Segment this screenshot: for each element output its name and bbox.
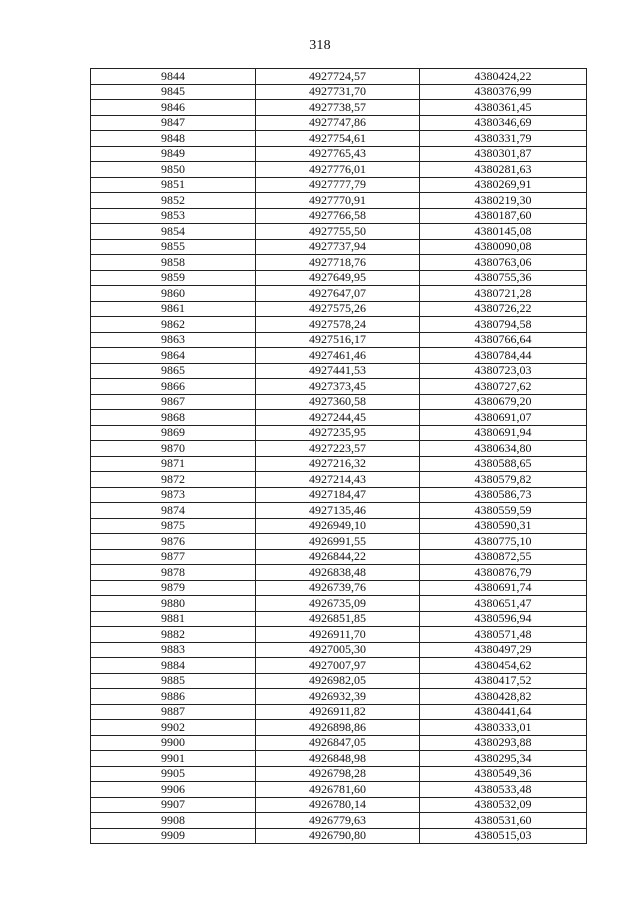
x-coordinate-cell: 4926848,98 xyxy=(256,751,420,767)
y-coordinate-cell: 4380876,79 xyxy=(420,565,587,581)
table-row xyxy=(91,828,587,844)
y-coordinate-cell: 4380376,99 xyxy=(420,84,587,100)
y-coordinate-cell: 4380417,52 xyxy=(420,673,587,689)
y-coordinate-cell: 4380679,20 xyxy=(420,394,587,410)
point-number-cell: 9887 xyxy=(91,704,256,720)
point-number-cell: 9864 xyxy=(91,348,256,364)
y-coordinate-cell: 4380723,03 xyxy=(420,363,587,379)
x-coordinate-cell: 4927724,57 xyxy=(256,69,420,85)
table-row xyxy=(91,131,587,147)
point-number-cell: 9886 xyxy=(91,689,256,705)
table-row xyxy=(91,456,587,472)
y-coordinate-cell: 4380596,94 xyxy=(420,611,587,627)
point-number-cell: 9879 xyxy=(91,580,256,596)
table-row xyxy=(91,751,587,767)
y-coordinate-cell: 4380454,62 xyxy=(420,658,587,674)
y-coordinate-cell: 4380766,64 xyxy=(420,332,587,348)
point-number-cell: 9850 xyxy=(91,162,256,178)
table-row xyxy=(91,580,587,596)
table-row xyxy=(91,658,587,674)
x-coordinate-cell: 4927747,86 xyxy=(256,115,420,131)
point-number-cell: 9849 xyxy=(91,146,256,162)
point-number-cell: 9873 xyxy=(91,487,256,503)
y-coordinate-cell: 4380333,01 xyxy=(420,720,587,736)
x-coordinate-cell: 4927737,94 xyxy=(256,239,420,255)
x-coordinate-cell: 4926790,80 xyxy=(256,828,420,844)
y-coordinate-cell: 4380559,59 xyxy=(420,503,587,519)
x-coordinate-cell: 4927765,43 xyxy=(256,146,420,162)
y-coordinate-cell: 4380428,82 xyxy=(420,689,587,705)
point-number-cell: 9885 xyxy=(91,673,256,689)
point-number-cell: 9853 xyxy=(91,208,256,224)
coordinates-table xyxy=(90,68,587,844)
point-number-cell: 9874 xyxy=(91,503,256,519)
table-row xyxy=(91,627,587,643)
point-number-cell: 9878 xyxy=(91,565,256,581)
table-row xyxy=(91,565,587,581)
point-number-cell: 9884 xyxy=(91,658,256,674)
point-number-cell: 9851 xyxy=(91,177,256,193)
point-number-cell: 9908 xyxy=(91,813,256,829)
table-row xyxy=(91,146,587,162)
y-coordinate-cell: 4380755,36 xyxy=(420,270,587,286)
x-coordinate-cell: 4927244,45 xyxy=(256,410,420,426)
table-row xyxy=(91,472,587,488)
table-row xyxy=(91,782,587,798)
x-coordinate-cell: 4927007,97 xyxy=(256,658,420,674)
x-coordinate-cell: 4927649,95 xyxy=(256,270,420,286)
point-number-cell: 9867 xyxy=(91,394,256,410)
point-number-cell: 9847 xyxy=(91,115,256,131)
y-coordinate-cell: 4380590,31 xyxy=(420,518,587,534)
table-row xyxy=(91,286,587,302)
y-coordinate-cell: 4380794,58 xyxy=(420,317,587,333)
x-coordinate-cell: 4927216,32 xyxy=(256,456,420,472)
y-coordinate-cell: 4380281,63 xyxy=(420,162,587,178)
point-number-cell: 9846 xyxy=(91,100,256,116)
x-coordinate-cell: 4927776,01 xyxy=(256,162,420,178)
point-number-cell: 9909 xyxy=(91,828,256,844)
x-coordinate-cell: 4926982,05 xyxy=(256,673,420,689)
x-coordinate-cell: 4926847,05 xyxy=(256,735,420,751)
table-row xyxy=(91,363,587,379)
y-coordinate-cell: 4380571,48 xyxy=(420,627,587,643)
y-coordinate-cell: 4380721,28 xyxy=(420,286,587,302)
table-row xyxy=(91,766,587,782)
x-coordinate-cell: 4927578,24 xyxy=(256,317,420,333)
x-coordinate-cell: 4926735,09 xyxy=(256,596,420,612)
table-row xyxy=(91,84,587,100)
x-coordinate-cell: 4926991,55 xyxy=(256,534,420,550)
y-coordinate-cell: 4380691,94 xyxy=(420,425,587,441)
point-number-cell: 9882 xyxy=(91,627,256,643)
table-row xyxy=(91,332,587,348)
x-coordinate-cell: 4926779,63 xyxy=(256,813,420,829)
x-coordinate-cell: 4927235,95 xyxy=(256,425,420,441)
point-number-cell: 9858 xyxy=(91,255,256,271)
point-number-cell: 9844 xyxy=(91,69,256,85)
x-coordinate-cell: 4927738,57 xyxy=(256,100,420,116)
table-row xyxy=(91,673,587,689)
x-coordinate-cell: 4927005,30 xyxy=(256,642,420,658)
x-coordinate-cell: 4926851,85 xyxy=(256,611,420,627)
point-number-cell: 9905 xyxy=(91,766,256,782)
table-row xyxy=(91,549,587,565)
point-number-cell: 9848 xyxy=(91,131,256,147)
table-row xyxy=(91,596,587,612)
table-row xyxy=(91,100,587,116)
x-coordinate-cell: 4926898,86 xyxy=(256,720,420,736)
x-coordinate-cell: 4926781,60 xyxy=(256,782,420,798)
point-number-cell: 9902 xyxy=(91,720,256,736)
table-row xyxy=(91,208,587,224)
table-row xyxy=(91,735,587,751)
point-number-cell: 9877 xyxy=(91,549,256,565)
y-coordinate-cell: 4380424,22 xyxy=(420,69,587,85)
table-row xyxy=(91,813,587,829)
table-row xyxy=(91,177,587,193)
y-coordinate-cell: 4380269,91 xyxy=(420,177,587,193)
table-row xyxy=(91,193,587,209)
table-row xyxy=(91,611,587,627)
x-coordinate-cell: 4927516,17 xyxy=(256,332,420,348)
y-coordinate-cell: 4380586,73 xyxy=(420,487,587,503)
y-coordinate-cell: 4380691,07 xyxy=(420,410,587,426)
y-coordinate-cell: 4380497,29 xyxy=(420,642,587,658)
x-coordinate-cell: 4927718,76 xyxy=(256,255,420,271)
y-coordinate-cell: 4380691,74 xyxy=(420,580,587,596)
point-number-cell: 9866 xyxy=(91,379,256,395)
y-coordinate-cell: 4380531,60 xyxy=(420,813,587,829)
point-number-cell: 9854 xyxy=(91,224,256,240)
y-coordinate-cell: 4380784,44 xyxy=(420,348,587,364)
point-number-cell: 9862 xyxy=(91,317,256,333)
table-row xyxy=(91,720,587,736)
table-row xyxy=(91,410,587,426)
point-number-cell: 9869 xyxy=(91,425,256,441)
y-coordinate-cell: 4380532,09 xyxy=(420,797,587,813)
x-coordinate-cell: 4926949,10 xyxy=(256,518,420,534)
point-number-cell: 9868 xyxy=(91,410,256,426)
y-coordinate-cell: 4380872,55 xyxy=(420,549,587,565)
x-coordinate-cell: 4927360,58 xyxy=(256,394,420,410)
table-row xyxy=(91,239,587,255)
point-number-cell: 9876 xyxy=(91,534,256,550)
table-row xyxy=(91,317,587,333)
y-coordinate-cell: 4380145,08 xyxy=(420,224,587,240)
table-row xyxy=(91,689,587,705)
y-coordinate-cell: 4380346,69 xyxy=(420,115,587,131)
point-number-cell: 9855 xyxy=(91,239,256,255)
table-row xyxy=(91,704,587,720)
table-row xyxy=(91,224,587,240)
x-coordinate-cell: 4927647,07 xyxy=(256,286,420,302)
y-coordinate-cell: 4380775,10 xyxy=(420,534,587,550)
y-coordinate-cell: 4380651,47 xyxy=(420,596,587,612)
table-row xyxy=(91,518,587,534)
x-coordinate-cell: 4927777,79 xyxy=(256,177,420,193)
y-coordinate-cell: 4380331,79 xyxy=(420,131,587,147)
y-coordinate-cell: 4380515,03 xyxy=(420,828,587,844)
x-coordinate-cell: 4927755,50 xyxy=(256,224,420,240)
x-coordinate-cell: 4927731,70 xyxy=(256,84,420,100)
coordinates-table-body xyxy=(91,69,587,844)
y-coordinate-cell: 4380549,36 xyxy=(420,766,587,782)
point-number-cell: 9870 xyxy=(91,441,256,457)
x-coordinate-cell: 4926780,14 xyxy=(256,797,420,813)
table-row xyxy=(91,162,587,178)
y-coordinate-cell: 4380588,65 xyxy=(420,456,587,472)
point-number-cell: 9871 xyxy=(91,456,256,472)
table-row xyxy=(91,797,587,813)
x-coordinate-cell: 4926844,22 xyxy=(256,549,420,565)
point-number-cell: 9907 xyxy=(91,797,256,813)
y-coordinate-cell: 4380533,48 xyxy=(420,782,587,798)
point-number-cell: 9875 xyxy=(91,518,256,534)
y-coordinate-cell: 4380293,88 xyxy=(420,735,587,751)
point-number-cell: 9859 xyxy=(91,270,256,286)
point-number-cell: 9872 xyxy=(91,472,256,488)
x-coordinate-cell: 4927575,26 xyxy=(256,301,420,317)
table-row xyxy=(91,69,587,85)
y-coordinate-cell: 4380727,62 xyxy=(420,379,587,395)
point-number-cell: 9861 xyxy=(91,301,256,317)
point-number-cell: 9880 xyxy=(91,596,256,612)
point-number-cell: 9881 xyxy=(91,611,256,627)
y-coordinate-cell: 4380726,22 xyxy=(420,301,587,317)
x-coordinate-cell: 4927223,57 xyxy=(256,441,420,457)
y-coordinate-cell: 4380295,34 xyxy=(420,751,587,767)
table-row xyxy=(91,642,587,658)
x-coordinate-cell: 4927754,61 xyxy=(256,131,420,147)
table-row xyxy=(91,255,587,271)
table-row xyxy=(91,394,587,410)
y-coordinate-cell: 4380361,45 xyxy=(420,100,587,116)
table-row xyxy=(91,379,587,395)
table-row xyxy=(91,441,587,457)
y-coordinate-cell: 4380763,06 xyxy=(420,255,587,271)
y-coordinate-cell: 4380090,08 xyxy=(420,239,587,255)
page-number: 318 xyxy=(309,38,331,53)
y-coordinate-cell: 4380301,87 xyxy=(420,146,587,162)
point-number-cell: 9845 xyxy=(91,84,256,100)
x-coordinate-cell: 4927184,47 xyxy=(256,487,420,503)
point-number-cell: 9852 xyxy=(91,193,256,209)
x-coordinate-cell: 4927770,91 xyxy=(256,193,420,209)
x-coordinate-cell: 4927766,58 xyxy=(256,208,420,224)
x-coordinate-cell: 4926798,28 xyxy=(256,766,420,782)
table-row xyxy=(91,534,587,550)
table-row xyxy=(91,270,587,286)
x-coordinate-cell: 4926838,48 xyxy=(256,565,420,581)
point-number-cell: 9901 xyxy=(91,751,256,767)
point-number-cell: 9860 xyxy=(91,286,256,302)
table-row xyxy=(91,301,587,317)
y-coordinate-cell: 4380441,64 xyxy=(420,704,587,720)
y-coordinate-cell: 4380579,82 xyxy=(420,472,587,488)
point-number-cell: 9865 xyxy=(91,363,256,379)
point-number-cell: 9900 xyxy=(91,735,256,751)
y-coordinate-cell: 4380634,80 xyxy=(420,441,587,457)
x-coordinate-cell: 4926911,82 xyxy=(256,704,420,720)
table-row xyxy=(91,487,587,503)
x-coordinate-cell: 4926911,70 xyxy=(256,627,420,643)
table-row xyxy=(91,115,587,131)
x-coordinate-cell: 4926932,39 xyxy=(256,689,420,705)
x-coordinate-cell: 4927135,46 xyxy=(256,503,420,519)
table-row xyxy=(91,425,587,441)
point-number-cell: 9883 xyxy=(91,642,256,658)
point-number-cell: 9906 xyxy=(91,782,256,798)
x-coordinate-cell: 4927373,45 xyxy=(256,379,420,395)
x-coordinate-cell: 4926739,76 xyxy=(256,580,420,596)
x-coordinate-cell: 4927461,46 xyxy=(256,348,420,364)
x-coordinate-cell: 4927441,53 xyxy=(256,363,420,379)
table-row xyxy=(91,348,587,364)
point-number-cell: 9863 xyxy=(91,332,256,348)
y-coordinate-cell: 4380219,30 xyxy=(420,193,587,209)
y-coordinate-cell: 4380187,60 xyxy=(420,208,587,224)
x-coordinate-cell: 4927214,43 xyxy=(256,472,420,488)
table-row xyxy=(91,503,587,519)
